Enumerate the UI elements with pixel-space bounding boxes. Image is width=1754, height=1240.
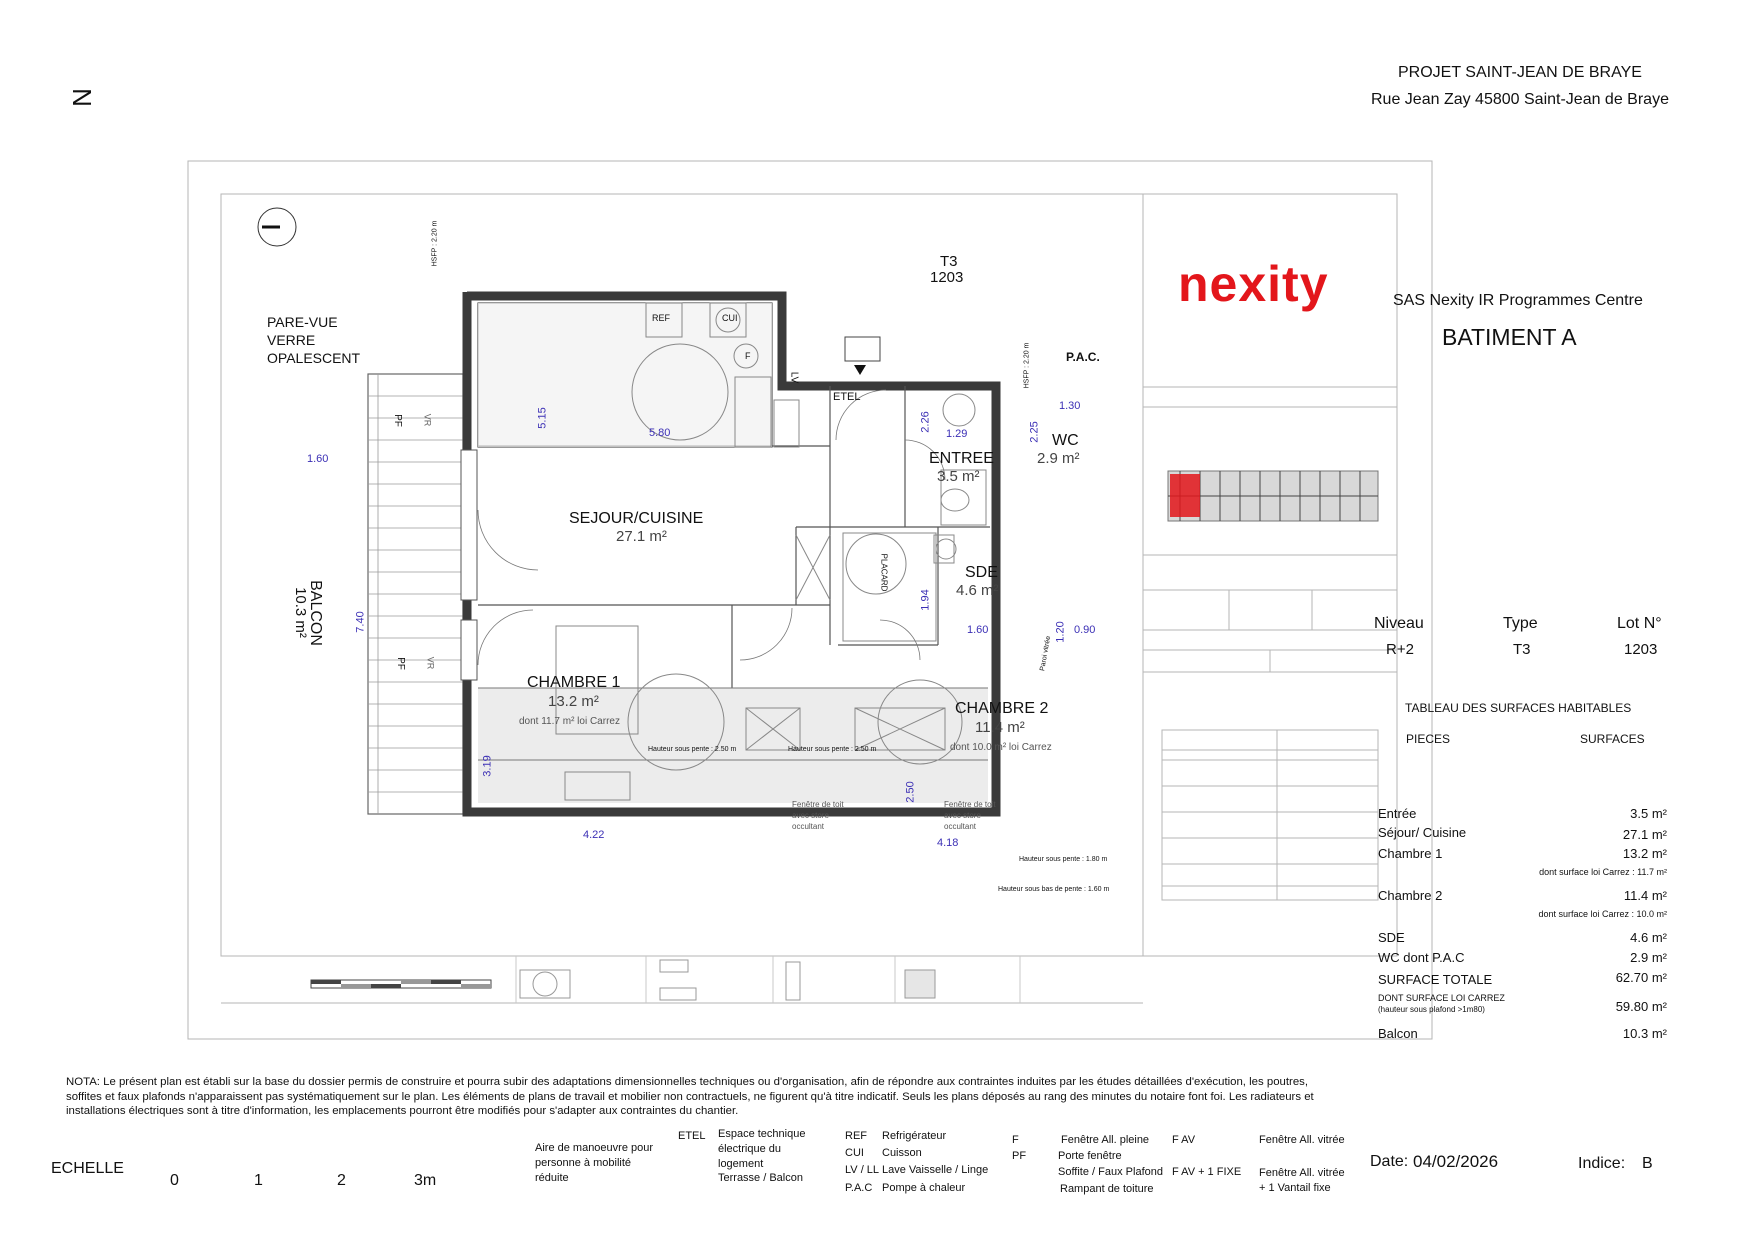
- legend-fav-desc: Fenêtre All. vitrée: [1259, 1134, 1345, 1146]
- fenetre-toit-2c: occultant: [944, 822, 977, 831]
- dim-130: 1.30: [1059, 400, 1081, 412]
- dim-250: 2.50: [904, 781, 917, 803]
- scale-tick-3: 3m: [414, 1172, 437, 1189]
- row-total-piece: SURFACE TOTALE: [1378, 972, 1493, 987]
- balcon-name: BALCON: [306, 580, 324, 646]
- unit-type: T3: [940, 253, 958, 270]
- dim-225: 2.25: [1028, 421, 1041, 443]
- legend-fav-code: F AV: [1172, 1134, 1196, 1146]
- pare-vue-line3: OPALESCENT: [267, 350, 361, 366]
- legend-pf-code: PF: [1012, 1150, 1027, 1162]
- nexity-logo: nexity: [1178, 256, 1329, 312]
- building-name: BATIMENT A: [1442, 324, 1577, 350]
- row-carrez-note: (hauteur sous plafond >1m80): [1378, 1005, 1485, 1014]
- dim-160-sde: 1.60: [967, 624, 989, 636]
- lot-type: T3: [1513, 641, 1531, 658]
- legend-cui-desc: Cuisson: [882, 1147, 922, 1159]
- sejour-name: SEJOUR/CUISINE: [569, 510, 704, 527]
- legend-fav-fixe-code: F AV + 1 FIXE: [1172, 1166, 1242, 1178]
- dim-090: 0.90: [1074, 624, 1096, 636]
- scale-tick-0: 0: [170, 1172, 179, 1189]
- dim-194: 1.94: [919, 589, 932, 611]
- dim-515: 5.15: [536, 407, 549, 429]
- fenetre-toit-2b: avec store: [944, 811, 981, 820]
- entree-name: ENTREE: [929, 450, 994, 467]
- dim-418: 4.18: [937, 837, 959, 849]
- legend-pmr: Aire de manoeuvre pour personne à mobilité réduite: [535, 1142, 654, 1184]
- row-balcon-piece: Balcon: [1378, 1026, 1418, 1041]
- etel-label: ETEL: [833, 391, 861, 403]
- indice-label: Indice:: [1578, 1155, 1626, 1172]
- row-ch1-carrez: dont surface loi Carrez : 11.7 m²: [1539, 867, 1667, 877]
- vr-label-2: VR: [425, 656, 436, 670]
- legend-rampant-desc: Rampant de toiture: [1060, 1183, 1154, 1195]
- dim-580: 5.80: [649, 427, 671, 439]
- row-total-surface: 62.70 m²: [1615, 970, 1667, 985]
- sejour-area: 27.1 m²: [616, 528, 667, 545]
- legend-fav-fixe-desc: Fenêtre All. vitrée + 1 Vantail fixe: [1259, 1167, 1345, 1194]
- legend-pf-desc: Porte fenêtre: [1058, 1150, 1122, 1162]
- project-title: PROJET SAINT-JEAN DE BRAYE: [1398, 64, 1642, 81]
- row-carrez-surface: 59.80 m²: [1615, 999, 1667, 1014]
- lot-header-type: Type: [1503, 615, 1538, 632]
- lot-niveau: R+2: [1386, 641, 1414, 658]
- chambre2-area: 11.4 m²: [975, 719, 1025, 736]
- scale-tick-2: 2: [337, 1172, 346, 1189]
- legend-ref-desc: Refrigérateur: [882, 1130, 947, 1142]
- hauteur-180: Hauteur sous pente : 1.80 m: [1019, 856, 1108, 863]
- row-sde-piece: SDE: [1378, 930, 1405, 945]
- dim-129: 1.29: [946, 428, 968, 440]
- project-address: Rue Jean Zay 45800 Saint-Jean de Braye: [1371, 91, 1669, 108]
- pf-label-2: PF: [394, 657, 406, 670]
- dim-319: 3.19: [481, 755, 494, 777]
- row-ch2-piece: Chambre 2: [1378, 888, 1443, 903]
- legend-cui-code: CUI: [845, 1147, 864, 1159]
- legend-ref-code: REF: [845, 1130, 867, 1142]
- lot-header-niveau: Niveau: [1374, 615, 1424, 632]
- sde-area: 4.6 m²: [956, 582, 999, 599]
- vr-label-1: VR: [422, 413, 433, 427]
- north-indicator: N: [66, 88, 97, 107]
- fenetre-toit-1c: occultant: [792, 822, 825, 831]
- row-wc-surface: 2.9 m²: [1630, 950, 1667, 965]
- legend-f-desc: Fenêtre All. pleine: [1061, 1134, 1150, 1146]
- row-ch2-carrez: dont surface loi Carrez : 10.0 m²: [1538, 909, 1667, 919]
- fenetre-toit-1a: Fenêtre de toit: [792, 800, 844, 809]
- balcon-area: 10.3 m²: [291, 587, 309, 638]
- surfaces-col-surfaces: SURFACES: [1580, 732, 1645, 746]
- indice-value: B: [1642, 1155, 1653, 1172]
- chambre2-carrez: dont 10.0 m² loi Carrez: [950, 742, 1052, 753]
- legend-pac-desc: Pompe à chaleur: [882, 1182, 966, 1194]
- row-balcon-surface: 10.3 m²: [1622, 1026, 1667, 1041]
- scale-tick-1: 1: [254, 1172, 263, 1189]
- legend-lv-code: LV / LL: [845, 1164, 880, 1176]
- legend-pac-code: P.A.C: [845, 1182, 873, 1194]
- hauteur-160: Hauteur sous bas de pente : 1.60 m: [998, 886, 1110, 893]
- legend-terrasse: Terrasse / Balcon: [718, 1172, 803, 1184]
- lot-header-lot: Lot N°: [1617, 615, 1662, 632]
- pare-vue-line2: VERRE: [267, 332, 316, 348]
- legend-lv-desc: Lave Vaisselle / Linge: [882, 1164, 989, 1176]
- cui-label: CUI: [722, 313, 738, 323]
- placard-label: PLACARD: [879, 553, 889, 592]
- dim-422: 4.22: [583, 829, 605, 841]
- ref-label: REF: [652, 313, 670, 323]
- fenetre-toit-2a: Fenêtre de toit: [944, 800, 996, 809]
- chambre2-name: CHAMBRE 2: [955, 700, 1049, 717]
- legend-f-code: F: [1012, 1134, 1019, 1146]
- sde-name: SDE: [965, 564, 998, 581]
- row-ch1-surface: 13.2 m²: [1622, 846, 1667, 861]
- lot-number: 1203: [1624, 641, 1658, 658]
- hauteur-250-b: Hauteur sous pente : 2.50 m: [788, 746, 877, 753]
- row-ch1-piece: Chambre 1: [1378, 846, 1443, 861]
- fenetre-toit-1b: avec store: [792, 811, 829, 820]
- lv-label: LV: [788, 371, 800, 384]
- scale-label: ECHELLE: [51, 1160, 124, 1177]
- wc-area: 2.9 m²: [1037, 450, 1080, 467]
- paroi-vitree: Paroi vitrée: [1039, 635, 1053, 672]
- dim-120: 1.20: [1054, 621, 1067, 643]
- pare-vue-line1: PARE-VUE: [267, 314, 338, 330]
- surfaces-col-pieces: PIECES: [1406, 732, 1451, 746]
- date-value: 04/02/2026: [1413, 1152, 1499, 1171]
- row-wc-piece: WC dont P.A.C: [1378, 950, 1465, 965]
- chambre1-carrez: dont 11.7 m² loi Carrez: [519, 716, 620, 727]
- dim-226: 2.26: [919, 411, 932, 433]
- nota-text: NOTA: Le présent plan est établi sur la base du dossier permis de construire et pourra subir des adaptations dimensionnelles techniques ou d'organisation, afin de répondre aux contraintes induites par les études détaillées d'exécution, les poutres, soffites et faux plafonds n'apparaissent pas systématiquement sur le plan. Les éléments de plans de travail et mobilier non contractuels, ne figurent qu'à titre indicatif. Seuls les plans déposés au rang des minutes du notaire font foi. Les radiateurs et installations électriques sont à titre d'information, les emplacements pourront être modifiés pour s'adapter aux contraintes du chantier.: [66, 1076, 1314, 1117]
- pac-label: P.A.C.: [1066, 350, 1100, 364]
- legend-etel-code: ETEL: [678, 1130, 706, 1142]
- legend-etel-desc: Espace technique électrique du logement: [718, 1128, 806, 1170]
- legend-soffite-desc: Soffite / Faux Plafond: [1058, 1166, 1163, 1178]
- chambre1-area: 13.2 m²: [548, 693, 599, 710]
- company-name: SAS Nexity IR Programmes Centre: [1393, 292, 1643, 309]
- pf-label-1: PF: [391, 414, 403, 427]
- row-entree-piece: Entrée: [1378, 806, 1417, 821]
- wc-name: WC: [1052, 432, 1079, 449]
- hsfp-note: HSFP : 2.20 m: [431, 220, 439, 267]
- row-sejour-piece: Séjour/ Cuisine: [1378, 825, 1467, 840]
- hauteur-250-a: Hauteur sous pente : 2.50 m: [648, 746, 737, 753]
- row-ch2-surface: 11.4 m²: [1623, 888, 1667, 903]
- chambre1-name: CHAMBRE 1: [527, 674, 621, 691]
- row-entree-surface: 3.5 m²: [1630, 806, 1667, 821]
- row-sde-surface: 4.6 m²: [1630, 930, 1667, 945]
- row-sejour-surface: 27.1 m²: [1622, 827, 1667, 842]
- unit-number: 1203: [930, 269, 964, 286]
- row-carrez-piece: DONT SURFACE LOI CARREZ: [1378, 993, 1505, 1003]
- entree-area: 3.5 m²: [937, 468, 980, 485]
- dim-160-balcon: 1.60: [307, 453, 329, 465]
- surfaces-title: TABLEAU DES SURFACES HABITABLES: [1405, 701, 1632, 715]
- hsfp-note-2: HSFP : 2.20 m: [1023, 342, 1031, 389]
- dim-740: 7.40: [354, 611, 367, 633]
- f-label: F: [745, 351, 751, 361]
- date-label: Date:: [1370, 1153, 1409, 1170]
